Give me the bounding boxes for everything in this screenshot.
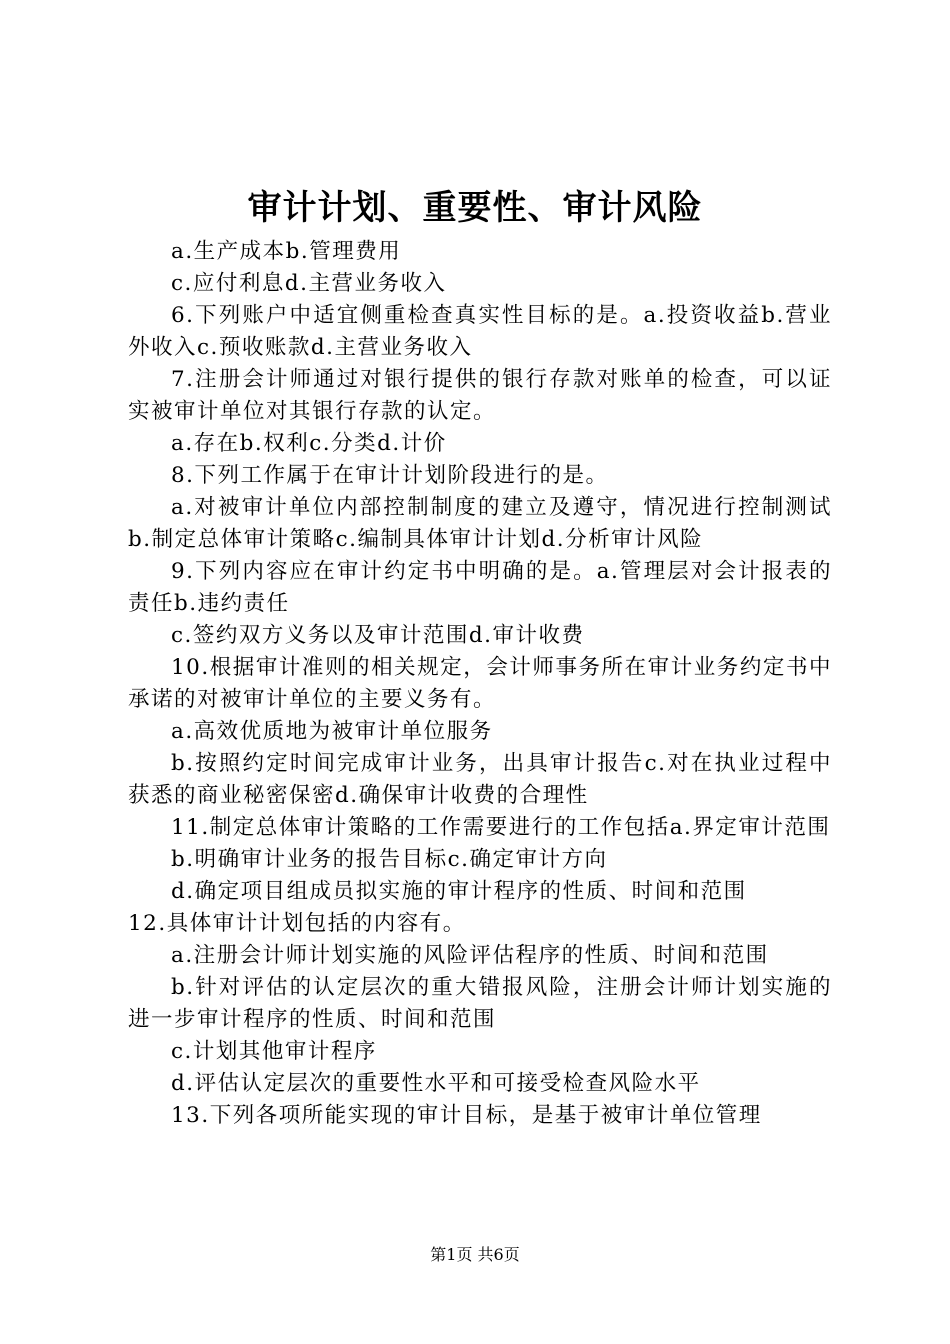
paragraph: a.对被审计单位内部控制制度的建立及遵守，情况进行控制测试b.制定总体审计策略c.编制具体审计计划d.分析审计风险 <box>128 495 832 552</box>
paragraph: b.明确审计业务的报告目标c.确定审计方向 <box>171 847 608 872</box>
paragraph: a.存在b.权利c.分类d.计价 <box>171 431 447 456</box>
paragraph: a.高效优质地为被审计单位服务 <box>171 719 493 744</box>
paragraph: a.生产成本b.管理费用 <box>171 239 402 264</box>
paragraph: c.计划其他审计程序 <box>171 1039 377 1064</box>
paragraph: 7.注册会计师通过对银行提供的银行存款对账单的检查，可以证实被审计单位对其银行存款的认定。 <box>128 367 832 424</box>
paragraph: c.应付利息d.主营业务收入 <box>171 271 447 296</box>
paragraph: d.确定项目组成员拟实施的审计程序的性质、时间和范围 <box>171 879 747 904</box>
page-number-footer: 第1页 共6页 <box>430 1245 520 1264</box>
paragraph: 13.下列各项所能实现的审计目标，是基于被审计单位管理 <box>171 1103 762 1128</box>
paragraph: c.签约双方义务以及审计范围d.审计收费 <box>171 623 585 648</box>
paragraph: 10.根据审计准则的相关规定，会计师事务所在审计业务约定书中承诺的对被审计单位的主要义务有。 <box>128 655 832 712</box>
paragraph: 9.下列内容应在审计约定书中明确的是。a.管理层对会计报表的责任b.违约责任 <box>128 559 832 616</box>
paragraph: a.注册会计师计划实施的风险评估程序的性质、时间和范围 <box>171 943 769 968</box>
paragraph: d.评估认定层次的重要性水平和可接受检查风险水平 <box>171 1071 701 1096</box>
paragraph: 11.制定总体审计策略的工作需要进行的工作包括a.界定审计范围 <box>171 815 831 840</box>
document-body <box>128 236 832 1132</box>
paragraph: b.按照约定时间完成审计业务，出具审计报告c.对在执业过程中获悉的商业秘密保密d.确保审计收费的合理性 <box>128 751 832 808</box>
paragraph: b.针对评估的认定层次的重大错报风险，注册会计师计划实施的进一步审计程序的性质、时间和范围 <box>128 975 832 1032</box>
paragraph: 12.具体审计计划包括的内容有。 <box>128 911 466 936</box>
paragraph: 8.下列工作属于在审计计划阶段进行的是。 <box>171 463 609 488</box>
paragraph: 6.下列账户中适宜侧重检查真实性目标的是。a.投资收益b.营业外收入c.预收账款d.主营业务收入 <box>128 303 832 360</box>
document-title: 审计计划、重要性、审计风险 <box>247 188 703 228</box>
